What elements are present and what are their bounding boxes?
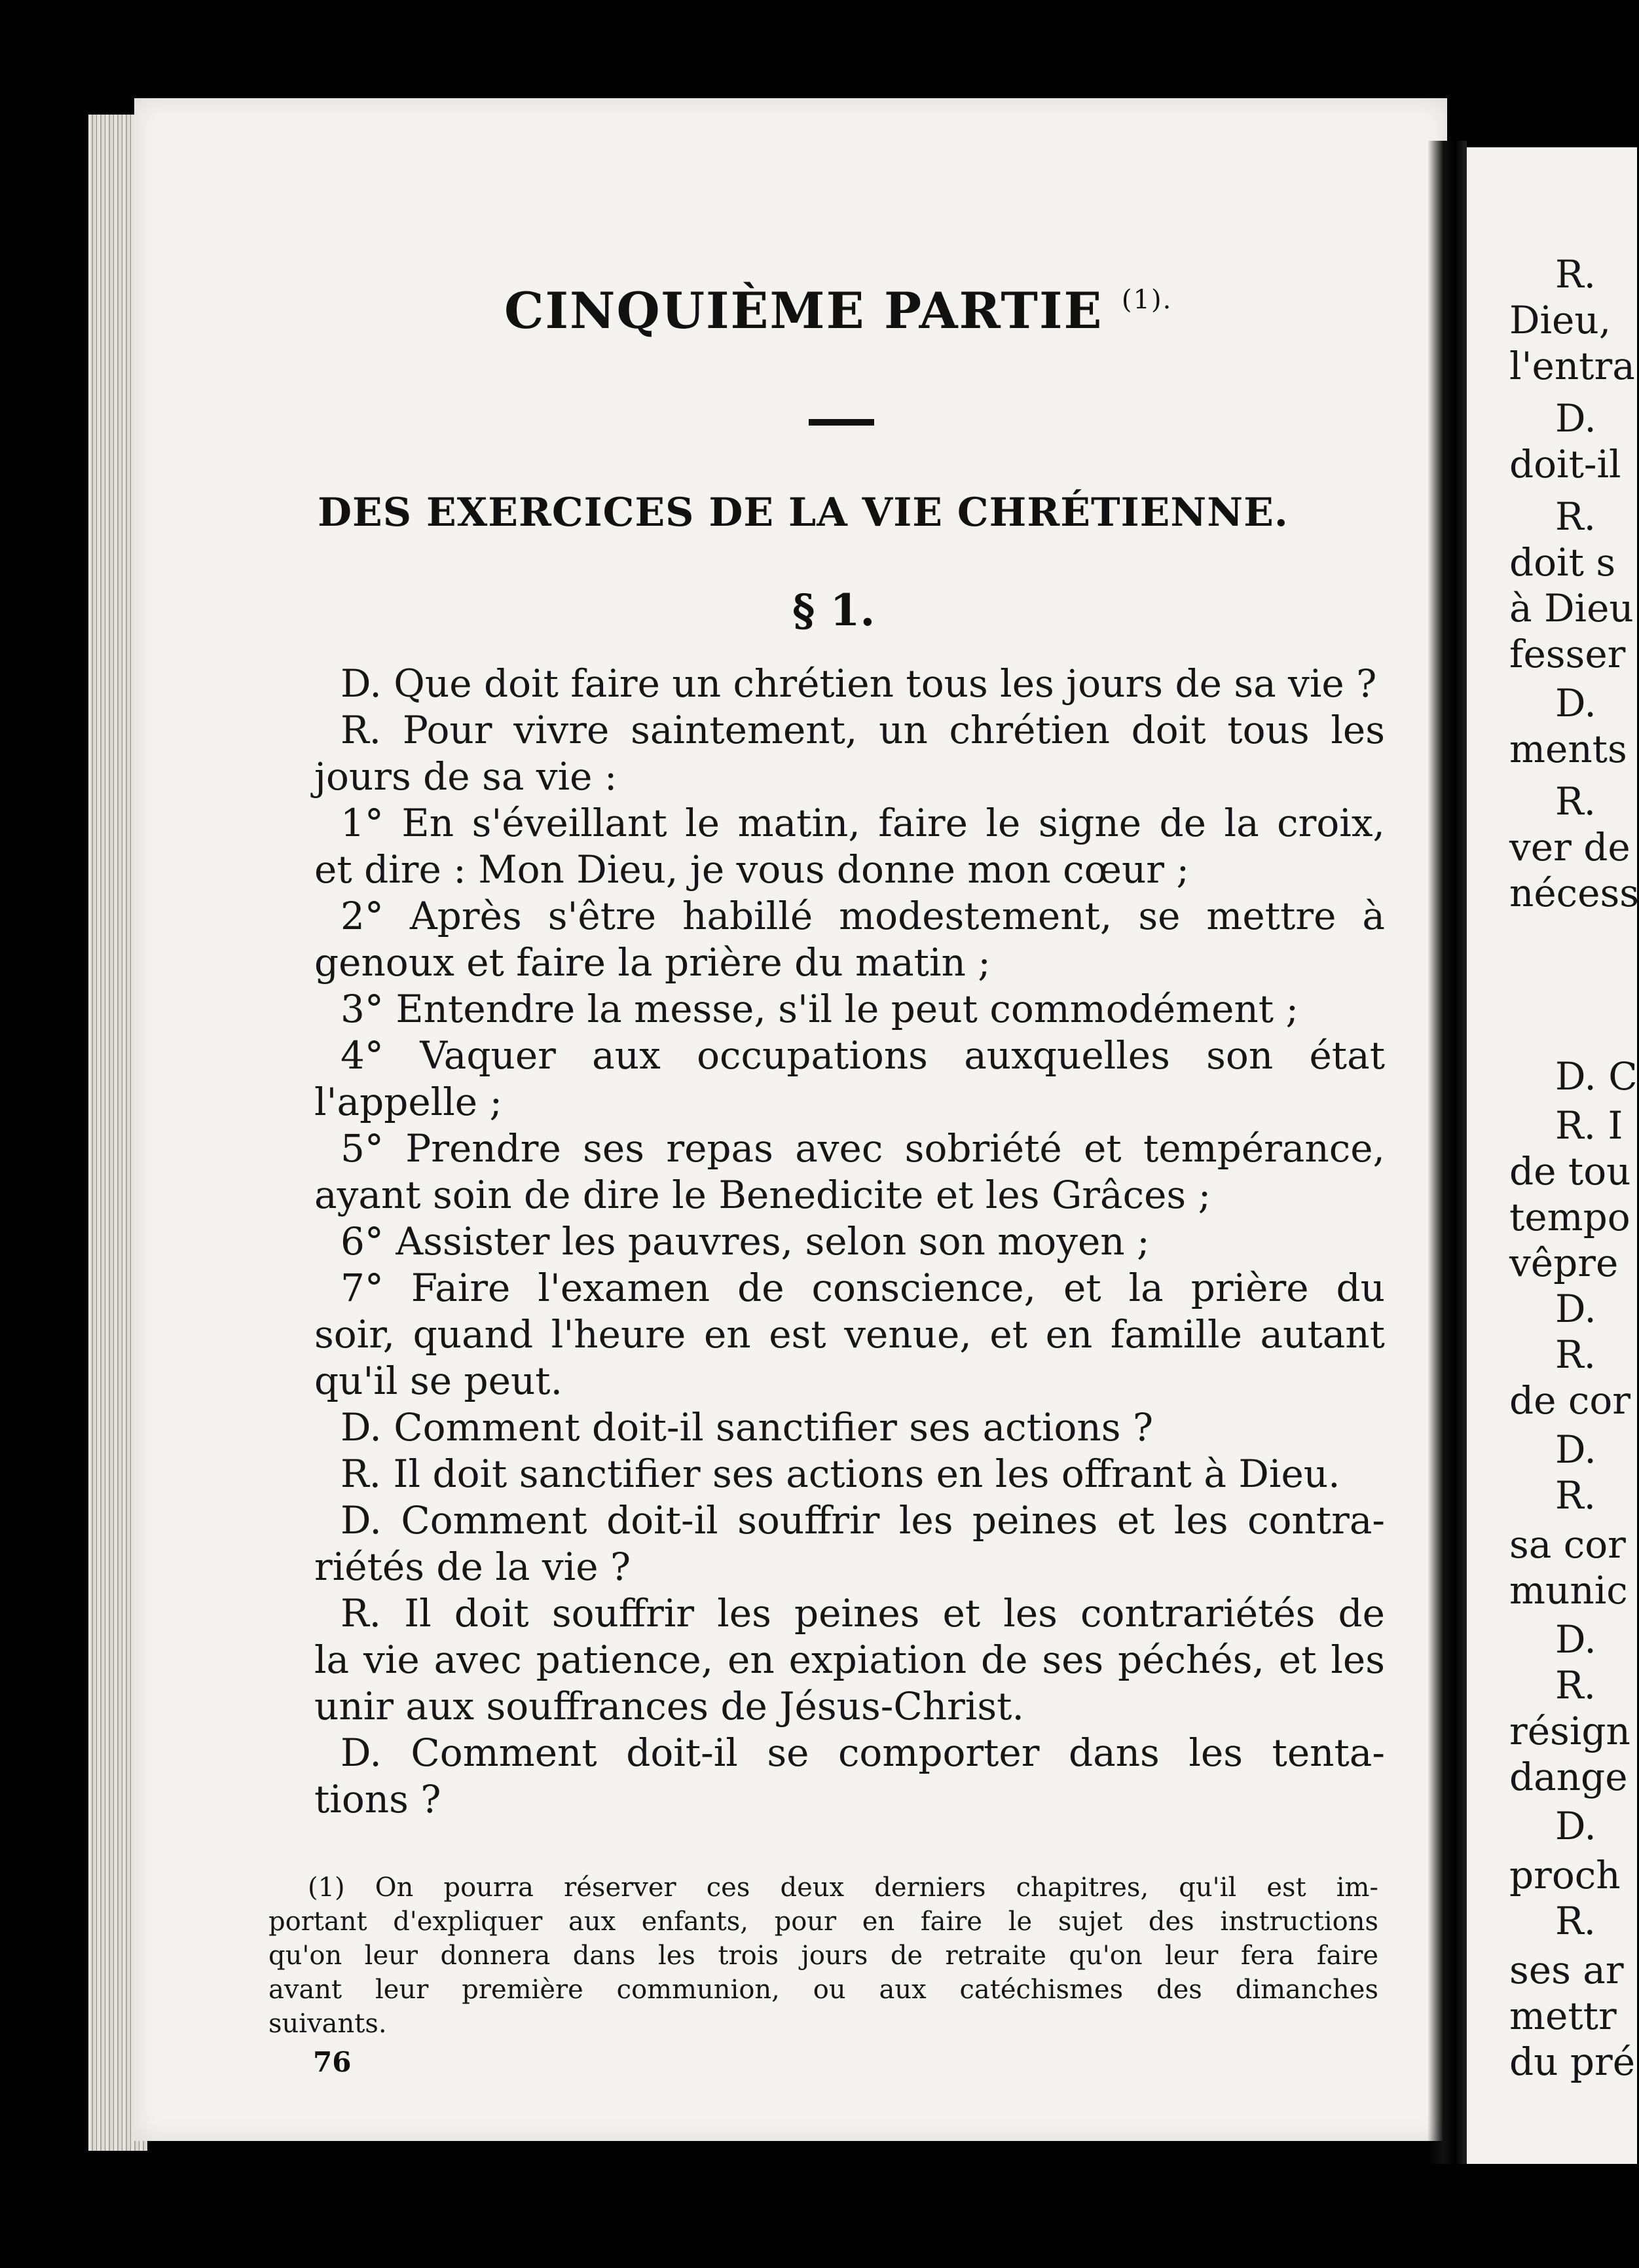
part-heading-text: CINQUIÈME PARTIE [504, 282, 1103, 340]
footnote-line: avant leur première communion, ou aux catéchismes des dimanches [268, 1975, 1378, 2005]
footnote-line: suivants. [268, 2009, 387, 2039]
right-page-line: à Dieu [1509, 586, 1634, 631]
body-line: 7° Faire l'examen de conscience, et la prière du [341, 1266, 1385, 1310]
right-page-content [1467, 147, 1639, 2164]
right-page-line: nécess [1509, 871, 1639, 915]
right-page-line: du pré [1509, 2039, 1636, 2084]
right-page-line: doit-il [1509, 442, 1621, 486]
right-page-line: fesser [1509, 632, 1626, 676]
right-page-line: munic [1509, 1568, 1628, 1613]
right-page-line: D. C [1555, 1054, 1638, 1099]
body-line: 4° Vaquer aux occupations auxquelles son état [341, 1033, 1385, 1078]
right-page-line: R. [1555, 1332, 1596, 1377]
right-page-line: R. [1555, 1473, 1596, 1518]
right-page-line: R. [1555, 494, 1596, 539]
right-page-line: mettr [1509, 1994, 1617, 2038]
body-line: tions ? [314, 1777, 441, 1821]
body-line: D. Comment doit-il sanctifier ses actions ? [341, 1405, 1154, 1450]
right-page-line: doit s [1509, 540, 1616, 585]
right-page-line: D. [1555, 1287, 1596, 1331]
body-line: qu'il se peut. [314, 1359, 563, 1403]
right-page-line: R. I [1555, 1103, 1623, 1148]
body-line: D. Comment doit-il souffrir les peines et les contra- [341, 1498, 1385, 1543]
right-page-line: sa cor [1509, 1522, 1626, 1567]
footnote-line: qu'on leur donnera dans les trois jours de retraite qu'on leur fera faire [268, 1941, 1378, 1971]
right-page-line: D. [1555, 1427, 1596, 1472]
footnote-marker: (1). [1121, 285, 1173, 315]
right-page-line: R. [1555, 252, 1596, 297]
right-page-line: de cor [1509, 1378, 1631, 1423]
right-page-line: tempo [1509, 1195, 1630, 1239]
right-page-line: ver de [1509, 825, 1630, 869]
right-page-line: Dieu, [1509, 298, 1611, 342]
part-heading [504, 282, 1172, 340]
section-number: § 1. [792, 585, 875, 636]
footnote-line: (1) On pourra réserver ces deux derniers chapitres, qu'il est im- [308, 1873, 1378, 1903]
right-page-line: D. [1555, 396, 1596, 441]
body-line: 6° Assister les pauvres, selon son moyen ; [341, 1219, 1150, 1264]
right-page-line: D. [1555, 1804, 1596, 1848]
body-line: 1° En s'éveillant le matin, faire le signe de la croix, [341, 801, 1385, 845]
body-line: R. Il doit sanctifier ses actions en les offrant à Dieu. [341, 1452, 1340, 1496]
body-line: R. Pour vivre saintement, un chrétien doit tous les [341, 708, 1385, 752]
right-page-line: D. [1555, 1617, 1596, 1662]
body-line: jours de sa vie : [314, 754, 617, 799]
right-page-line: R. [1555, 1663, 1596, 1708]
footnote-line: portant d'expliquer aux enfants, pour en faire le sujet des instructions [268, 1907, 1378, 1937]
body-line: l'appelle ; [314, 1080, 503, 1124]
right-page-line: proch [1509, 1853, 1621, 1897]
right-page-line: ses ar [1509, 1948, 1624, 1992]
right-page-line: dange [1509, 1755, 1628, 1799]
body-line: D. Que doit faire un chrétien tous les jours de sa vie ? [341, 661, 1377, 706]
body-line: la vie avec patience, en expiation de ses péchés, et les [314, 1637, 1385, 1682]
page-number: 76 [313, 2046, 352, 2078]
right-page-line: l'entra [1509, 344, 1635, 388]
heading-dash [809, 419, 874, 426]
body-line: 2° Après s'être habillé modestement, se mettre à [341, 894, 1385, 938]
body-line: et dire : Mon Dieu, je vous donne mon cœur ; [314, 847, 1190, 892]
body-line: 3° Entendre la messe, s'il le peut commodément ; [341, 987, 1299, 1031]
body-line: riétés de la vie ? [314, 1545, 631, 1589]
right-page-line: R. [1555, 779, 1596, 824]
right-page-line: D. [1555, 681, 1596, 725]
body-line: R. Il doit souffrir les peines et les contrariétés de [341, 1591, 1385, 1636]
right-page-line: de tou [1509, 1149, 1631, 1194]
right-page-line: ments [1509, 727, 1627, 771]
body-line: ayant soin de dire le Benedicite et les Grâces ; [314, 1173, 1211, 1217]
body-line: 5° Prendre ses repas avec sobriété et tempérance, [341, 1126, 1385, 1171]
body-line: genoux et faire la prière du matin ; [314, 940, 991, 985]
chapter-heading: DES EXERCICES DE LA VIE CHRÉTIENNE. [318, 490, 1289, 536]
body-line: unir aux souffrances de Jésus-Christ. [314, 1684, 1024, 1728]
right-page-line: vêpre [1509, 1241, 1619, 1285]
right-page-line: R. [1555, 1899, 1596, 1943]
body-line: soir, quand l'heure en est venue, et en famille autant [314, 1312, 1385, 1357]
body-line: D. Comment doit-il se comporter dans les tenta- [341, 1730, 1385, 1775]
right-page-line: résign [1509, 1709, 1630, 1753]
